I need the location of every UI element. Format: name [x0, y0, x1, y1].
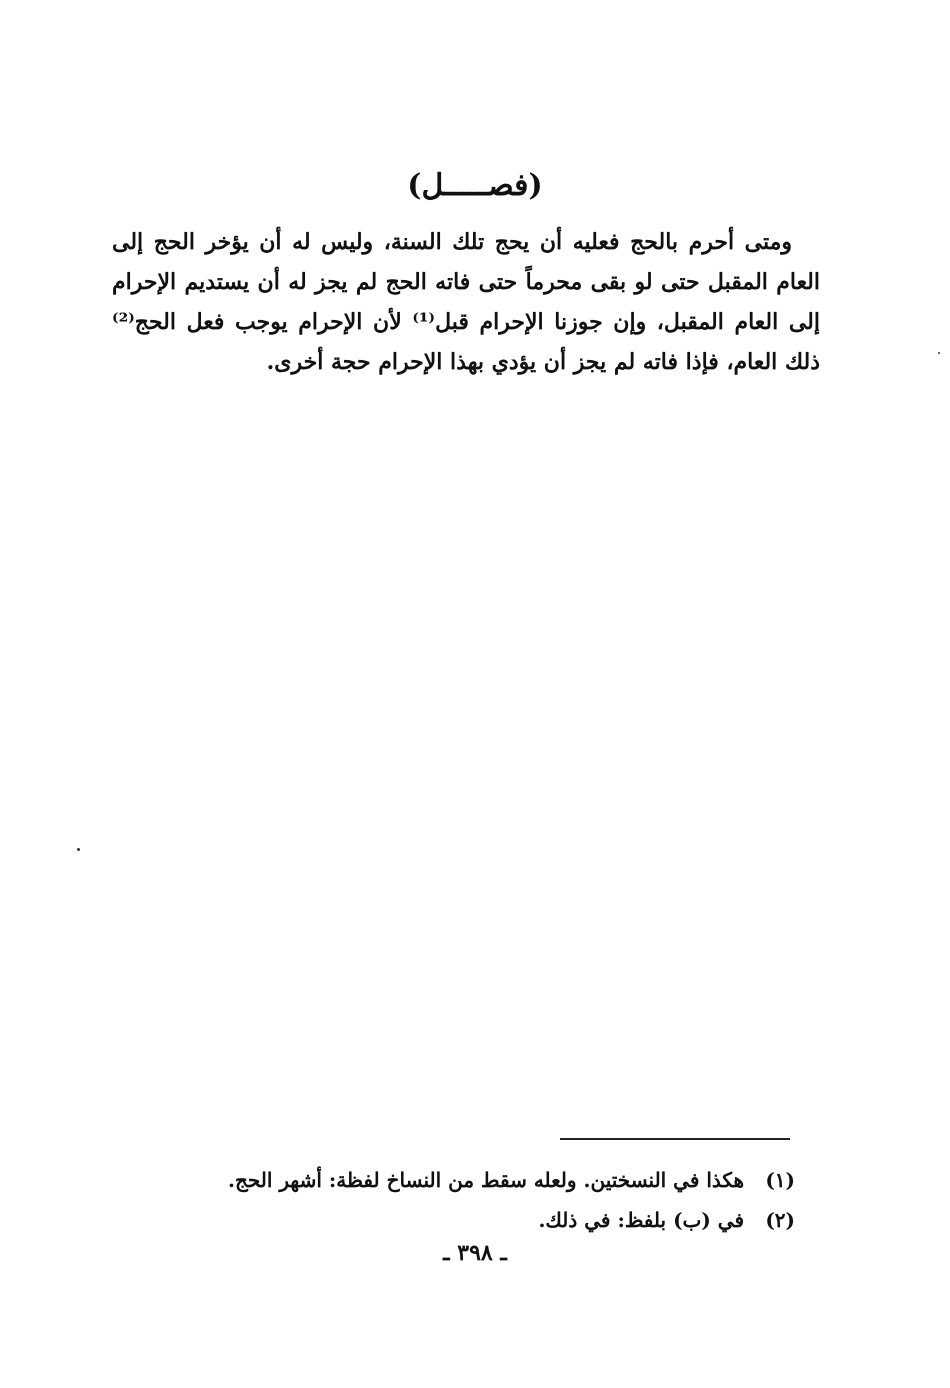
scan-speck [77, 848, 80, 851]
footnote-item [150, 1200, 795, 1240]
paragraph-line: العام المقبل حتى لو بقى محرماً حتى فاته الحج لم يجز له أن يستديم الإحرام [112, 269, 820, 295]
footnote-number: (١) [765, 1168, 795, 1192]
paragraph-line: ومتى أحرم بالحج فعليه أن يحج تلك السنة، وليس له أن يؤخر الحج إلى [112, 229, 792, 255]
paragraph-line: ذلك العام، فإذا فاته لم يجز أن يؤدي بهذا الإحرام حجة أخرى. [266, 349, 820, 375]
footnote-divider [560, 1138, 790, 1140]
section-heading: (فصـــــل) [407, 168, 543, 203]
footnote-text: هكذا في النسختين. ولعله سقط من النساخ لفظة: أشهر الحج. [227, 1168, 745, 1192]
footnote-text: في (ب) بلفظ: في ذلك. [538, 1208, 745, 1232]
main-paragraph [112, 222, 820, 382]
scan-speck [938, 352, 940, 354]
footnote-item [150, 1160, 795, 1200]
paragraph-line: إلى العام المقبل، وإن جوزنا الإحرام قبل⁽¹⁾ لأن الإحرام يوجب فعل الحج⁽²⁾ [112, 309, 820, 335]
footnote-number: (٢) [765, 1208, 795, 1232]
footnotes [150, 1160, 795, 1240]
page-number: ـ ٣٩٨ ـ [443, 1240, 507, 1266]
